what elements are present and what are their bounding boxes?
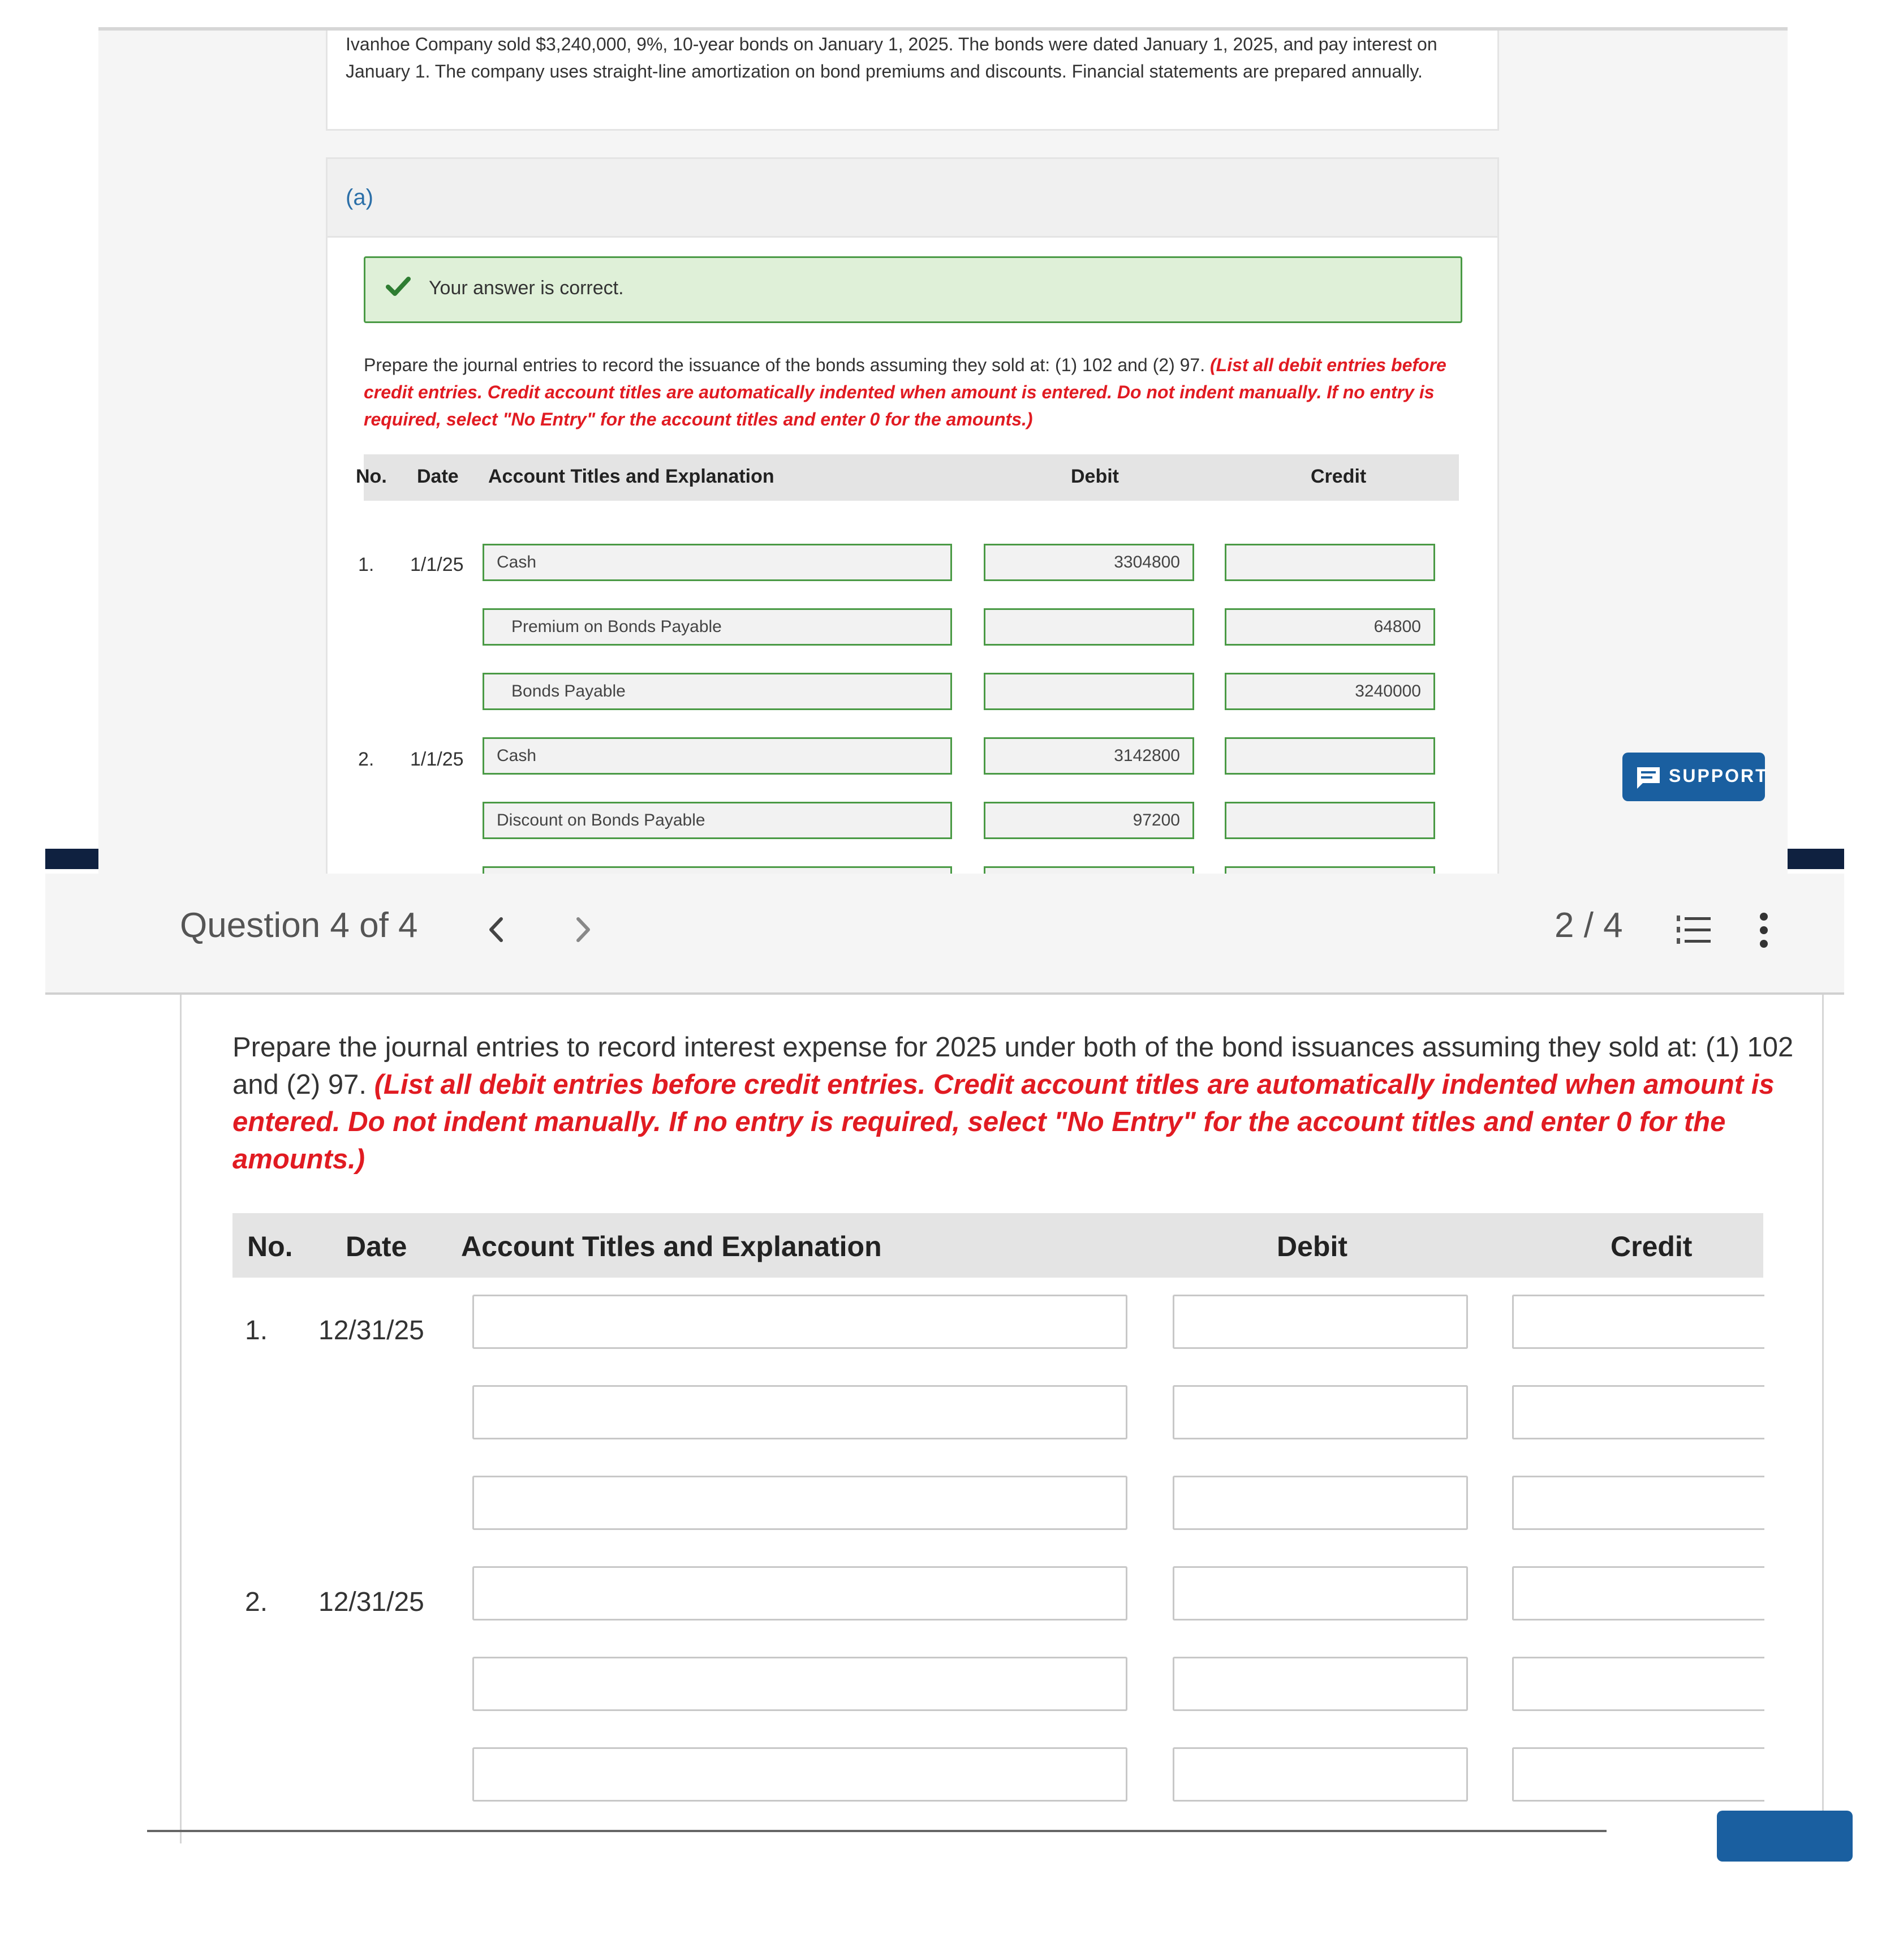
account-title-field[interactable]: Discount on Bonds Payable xyxy=(483,802,952,839)
header-account: Account Titles and Explanation xyxy=(461,1231,882,1262)
problem-card xyxy=(326,31,1499,131)
question-nav-bar xyxy=(45,874,1844,995)
account-title-field[interactable]: Premium on Bonds Payable xyxy=(483,608,952,646)
support-button[interactable] xyxy=(1622,753,1768,801)
correct-answer-text: Your answer is correct. xyxy=(429,277,624,299)
debit-field[interactable]: 3142800 xyxy=(984,737,1194,775)
credit-field[interactable]: 64800 xyxy=(1225,608,1435,646)
header-credit: Credit xyxy=(1311,466,1367,487)
instructions-emphasis: (List all debit entries before credit entries. Credit account titles are automatically indented when amount is entered. Do not indent manually. If no entry is required, select "No Entry" for the account titles and enter 0 for the amounts.) xyxy=(232,1069,1775,1175)
account-title-field[interactable] xyxy=(472,1747,1127,1802)
credit-field[interactable]: 3240000 xyxy=(1225,673,1435,710)
account-title-field[interactable] xyxy=(472,1385,1127,1439)
check-icon xyxy=(385,273,412,300)
header-date: Date xyxy=(417,466,459,487)
debit-field[interactable] xyxy=(984,608,1194,646)
part-a-card xyxy=(326,157,1499,896)
top-screenshot xyxy=(98,27,1788,877)
entry-number: 2. xyxy=(245,1587,268,1617)
entry-date: 1/1/25 xyxy=(410,554,464,575)
entry-date: 12/31/25 xyxy=(318,1587,424,1617)
account-title-field[interactable] xyxy=(472,1295,1127,1349)
question-label: Question 4 of 4 xyxy=(180,906,418,945)
entry-date: 1/1/25 xyxy=(410,749,464,770)
account-title-field[interactable] xyxy=(472,1657,1127,1711)
page-indicator: 2 / 4 xyxy=(1555,906,1623,945)
account-title-field[interactable]: Bonds Payable xyxy=(483,673,952,710)
instructions-emphasis: (List all debit entries before credit entries. Credit account titles are automatically indented when amount is entered. Do not indent manually. If no entry is required, select "No Entry" for the account titles and enter 0 for the amounts.) xyxy=(364,355,1446,429)
navy-bar-right xyxy=(1788,849,1844,869)
header-date: Date xyxy=(346,1231,407,1262)
question-content xyxy=(180,995,1824,1843)
header-no: No. xyxy=(356,466,387,487)
account-title-field[interactable] xyxy=(472,1566,1127,1621)
credit-field[interactable] xyxy=(1225,544,1435,581)
debit-field[interactable]: 97200 xyxy=(984,802,1194,839)
journal-table-header xyxy=(356,454,1459,501)
header-no: No. xyxy=(247,1231,293,1262)
navy-bar-left xyxy=(45,849,98,869)
support-button-partial[interactable] xyxy=(1717,1811,1853,1862)
instructions-text: Prepare the journal entries to record interest expense for 2025 under both of the bond issuances assuming they sold at: (1) 102 and (2) 97. xyxy=(232,1032,1794,1100)
bottom-screenshot xyxy=(45,874,1844,1836)
instructions-text: Prepare the journal entries to record the issuance of the bonds assuming they sold at: (1) 102 and (2) 97. xyxy=(364,355,1210,375)
credit-field[interactable] xyxy=(1512,1566,1764,1621)
debit-field[interactable] xyxy=(1173,1295,1468,1349)
credit-field[interactable] xyxy=(1512,1657,1764,1711)
support-label: SUPPORT xyxy=(1669,766,1768,786)
entry-number: 2. xyxy=(358,749,374,770)
question-instructions xyxy=(232,1029,1794,1178)
part-a-instructions xyxy=(364,351,1472,433)
divider xyxy=(147,1830,1607,1832)
credit-field[interactable] xyxy=(1225,802,1435,839)
debit-field[interactable] xyxy=(1173,1385,1468,1439)
header-debit: Debit xyxy=(1277,1231,1347,1262)
numbered-list-icon[interactable] xyxy=(1674,913,1712,946)
debit-field[interactable] xyxy=(1173,1476,1468,1530)
header-credit: Credit xyxy=(1611,1231,1693,1262)
chevron-left-icon[interactable] xyxy=(486,914,506,945)
entry-number: 1. xyxy=(358,554,374,575)
credit-field[interactable] xyxy=(1512,1385,1764,1439)
header-account: Account Titles and Explanation xyxy=(488,466,774,487)
credit-field[interactable] xyxy=(1512,1747,1764,1802)
debit-field[interactable] xyxy=(1173,1657,1468,1711)
credit-field[interactable] xyxy=(1512,1295,1764,1349)
correct-answer-banner xyxy=(364,256,1462,323)
more-vertical-icon[interactable] xyxy=(1758,912,1769,948)
entry-date: 12/31/25 xyxy=(318,1316,424,1346)
account-title-field[interactable]: Cash xyxy=(483,737,952,775)
account-title-field[interactable] xyxy=(472,1476,1127,1530)
credit-field[interactable] xyxy=(1512,1476,1764,1530)
entry-number: 1. xyxy=(245,1316,268,1346)
part-a-header xyxy=(328,159,1497,238)
debit-field[interactable]: 3304800 xyxy=(984,544,1194,581)
account-title-field[interactable]: Cash xyxy=(483,544,952,581)
header-debit: Debit xyxy=(1071,466,1119,487)
chat-icon xyxy=(1635,765,1662,790)
part-label: (a) xyxy=(346,185,373,210)
problem-statement: Ivanhoe Company sold $3,240,000, 9%, 10-year bonds on January 1, 2025. The bonds were dated January 1, 2025, and pay interest on January 1. The company uses straight-line amortization on bond premiums and discounts. Financial statements are prepared annually. xyxy=(346,34,1437,81)
journal-table-header xyxy=(232,1213,1763,1278)
debit-field[interactable] xyxy=(1173,1566,1468,1621)
debit-field[interactable] xyxy=(984,673,1194,710)
debit-field[interactable] xyxy=(1173,1747,1468,1802)
chevron-right-icon[interactable] xyxy=(574,914,593,945)
credit-field[interactable] xyxy=(1225,737,1435,775)
